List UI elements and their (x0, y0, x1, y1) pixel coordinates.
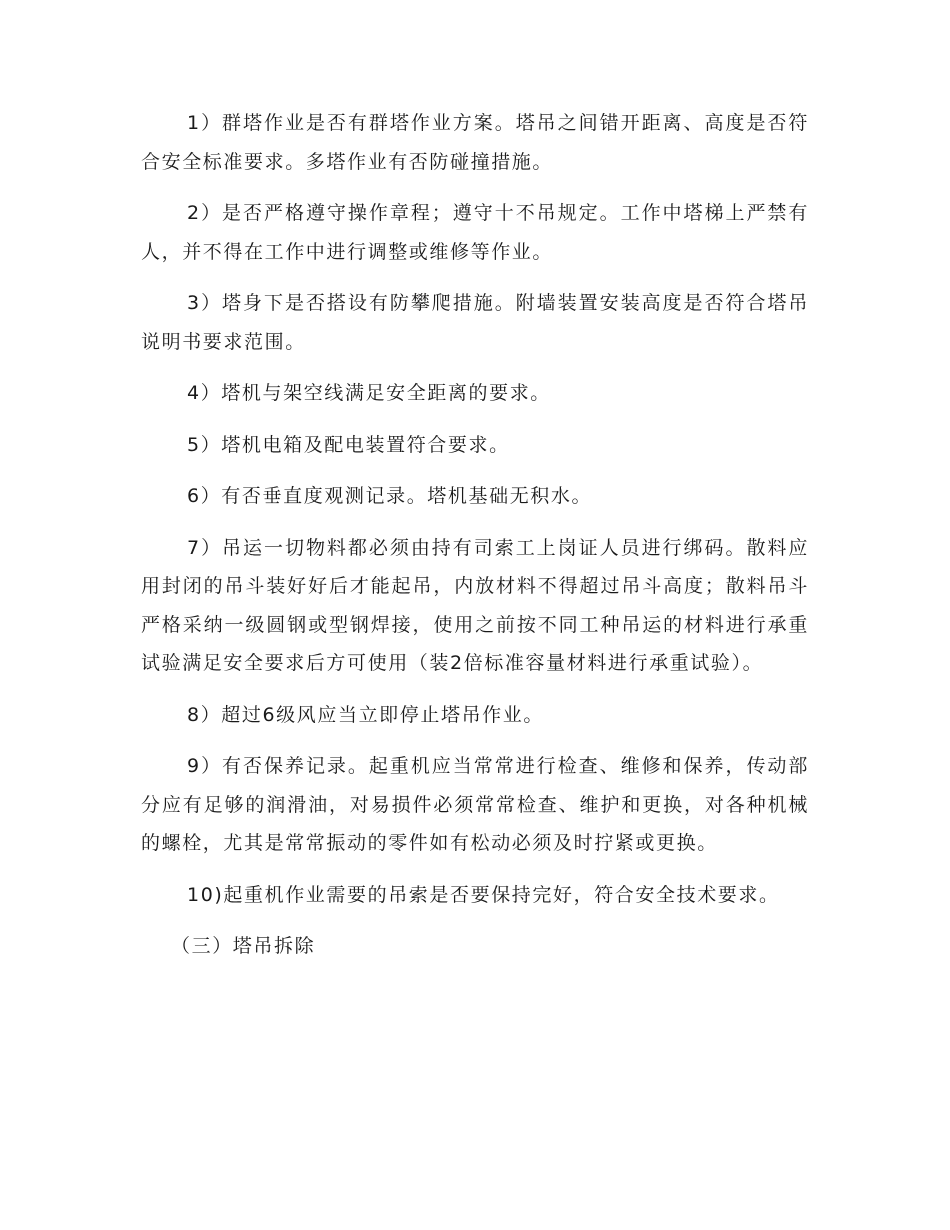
paragraph-text: 10)起重机作业需要的吊索是否要保持完好，符合安全技术要求。 (187, 883, 780, 906)
paragraph-text: 8）超过6级风应当立即停止塔吊作业。 (187, 703, 544, 726)
paragraph-1 (141, 104, 809, 181)
paragraph-text: 3）塔身下是否搭设有防攀爬措施。附墙装置安装高度是否符合塔吊说明书要求范围。 (141, 292, 809, 353)
paragraph-3 (141, 284, 809, 361)
section-heading: （三）塔吊拆除 (171, 935, 316, 957)
paragraph-9 (141, 747, 809, 863)
paragraph-6 (141, 477, 809, 516)
paragraph-text: 7）吊运一切物料都必须由持有司索工上岗证人员进行绑码。散料应用封闭的吊斗装好好后才能起吊，内放材料不得超过吊斗高度；散料吊斗严格采纳一级圆钢或型钢焊接，使用之前按不同工种吊运的材料进行承重试验满足安全要求后方可使用（装2倍标准容量材料进行承重试验）。 (141, 536, 809, 674)
paragraph-5 (141, 426, 809, 465)
document-body (141, 104, 809, 966)
paragraph-7 (141, 529, 809, 683)
paragraph-text: 1）群塔作业是否有群塔作业方案。塔吊之间错开距离、高度是否符合安全标准要求。多塔作业有否防碰撞措施。 (141, 112, 809, 173)
paragraph-text: 6）有否垂直度观测记录。塔机基础无积水。 (187, 485, 593, 507)
paragraph-2 (141, 194, 809, 271)
paragraph-text: 2）是否严格遵守操作章程；遵守十不吊规定。工作中塔梯上严禁有人，并不得在工作中进行调整或维修等作业。 (141, 202, 809, 263)
paragraph-text: 4）塔机与架空线满足安全距离的要求。 (187, 382, 551, 404)
paragraph-text: 9）有否保养记录。起重机应当常常进行检查、维修和保养，传动部分应有足够的润滑油，对易损件必须常常检查、维护和更换，对各种机械的螺栓，尤其是常常振动的零件如有松动必须及时拧紧或更换。 (141, 755, 809, 854)
paragraph-8 (141, 696, 809, 735)
paragraph-4 (141, 374, 809, 413)
paragraph-text: 5）塔机电箱及配电装置符合要求。 (187, 433, 510, 456)
paragraph-10 (141, 876, 809, 915)
